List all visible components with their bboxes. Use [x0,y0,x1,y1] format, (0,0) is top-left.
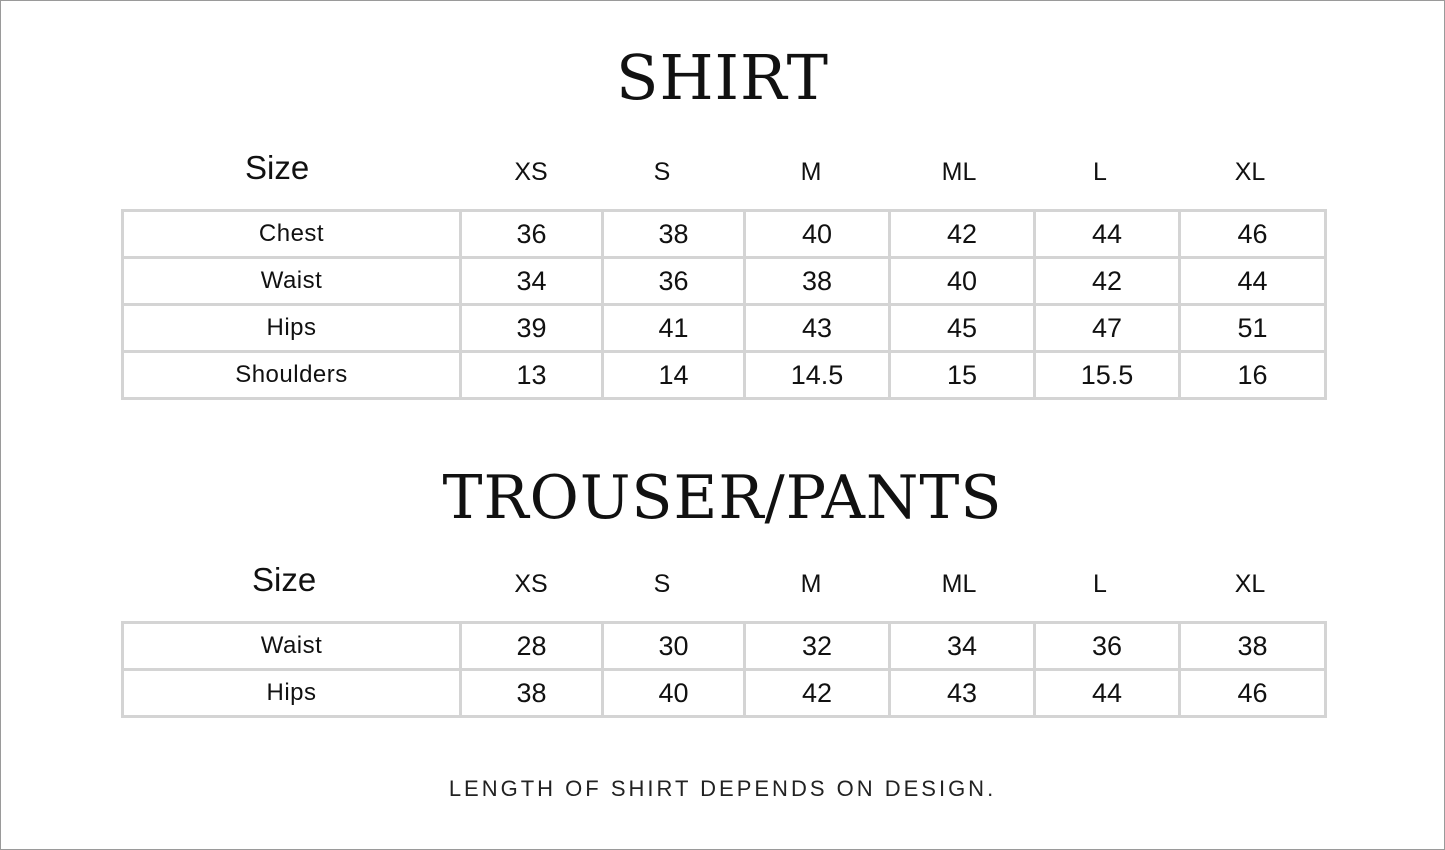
table-cell: 14.5 [745,352,890,399]
table-cell: 34 [890,623,1035,670]
table-cell: 40 [603,670,745,717]
row-label: Hips [123,305,461,352]
table-row [123,258,1326,305]
table-row [123,670,1326,717]
trouser-size-m: M [800,570,822,598]
table-cell: 51 [1180,305,1326,352]
table-row [123,305,1326,352]
row-label: Waist [123,623,461,670]
table-cell: 15 [890,352,1035,399]
table-cell: 38 [1180,623,1326,670]
row-label: Chest [123,211,461,258]
table-cell: 40 [890,258,1035,305]
row-label: Hips [123,670,461,717]
table-cell: 14 [603,352,745,399]
shirt-size-label: Size [245,149,310,186]
shirt-size-xs: XS [514,158,548,186]
trouser-size-xs: XS [514,570,548,598]
footer-note: LENGTH OF SHIRT DEPENDS ON DESIGN. [448,776,997,801]
table-cell: 30 [603,623,745,670]
table-row [123,623,1326,670]
table-cell: 38 [461,670,603,717]
table-cell: 28 [461,623,603,670]
table-cell: 44 [1180,258,1326,305]
shirt-size-table [121,209,1327,400]
table-cell: 43 [890,670,1035,717]
shirt-size-ml: ML [941,158,977,186]
table-cell: 36 [1035,623,1180,670]
table-cell: 46 [1180,670,1326,717]
table-cell: 44 [1035,211,1180,258]
trouser-size-table [121,621,1327,718]
table-row [123,352,1326,399]
table-cell: 15.5 [1035,352,1180,399]
table-cell: 16 [1180,352,1326,399]
table-cell: 40 [745,211,890,258]
table-cell: 44 [1035,670,1180,717]
trouser-size-ml: ML [941,570,977,598]
table-cell: 13 [461,352,603,399]
shirt-size-xl: XL [1234,158,1266,186]
table-cell: 39 [461,305,603,352]
shirt-size-l: L [1093,158,1107,186]
table-cell: 47 [1035,305,1180,352]
table-cell: 42 [1035,258,1180,305]
table-cell: 45 [890,305,1035,352]
table-cell: 43 [745,305,890,352]
table-cell: 36 [461,211,603,258]
shirt-size-m: M [800,158,822,186]
trouser-size-label: Size [252,561,317,598]
trouser-size-xl: XL [1234,570,1266,598]
table-cell: 32 [745,623,890,670]
row-label: Shoulders [123,352,461,399]
table-cell: 41 [603,305,745,352]
trouser-size-s: S [653,570,671,598]
table-cell: 34 [461,258,603,305]
table-cell: 42 [890,211,1035,258]
table-cell: 38 [745,258,890,305]
shirt-size-s: S [653,158,671,186]
table-row [123,211,1326,258]
shirt-title: SHIRT [616,41,829,114]
trouser-size-l: L [1093,570,1107,598]
row-label: Waist [123,258,461,305]
table-cell: 42 [745,670,890,717]
table-cell: 36 [603,258,745,305]
trouser-title: TROUSER/PANTS [442,463,1003,533]
table-cell: 38 [603,211,745,258]
table-cell: 46 [1180,211,1326,258]
